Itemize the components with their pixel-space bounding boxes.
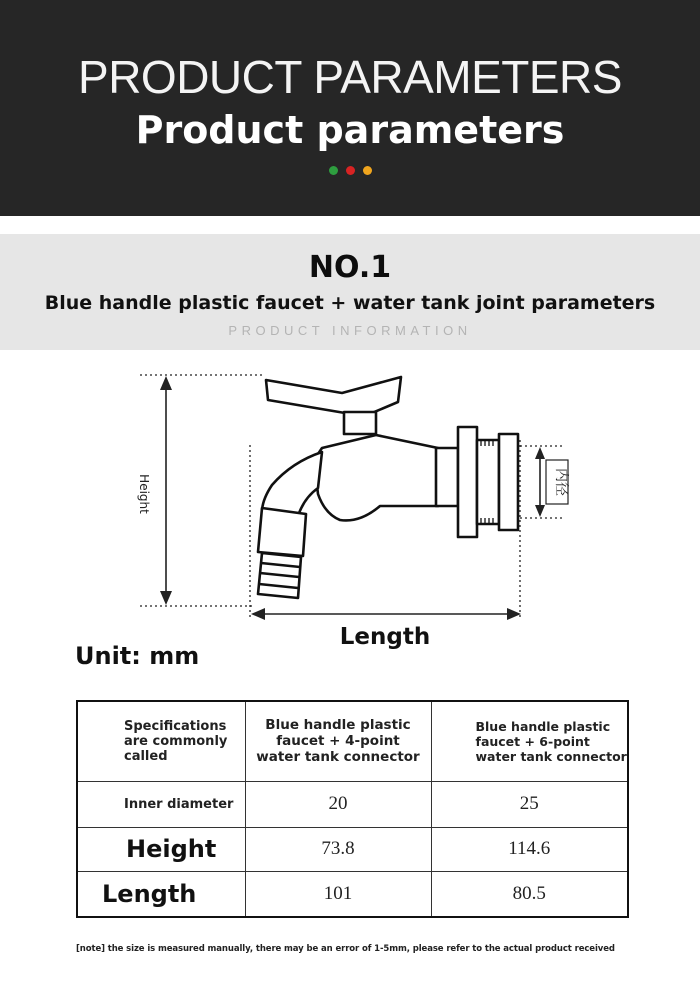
orange-dot-icon xyxy=(363,166,372,175)
cell-value: 25 xyxy=(431,781,628,827)
section-label: PRODUCT INFORMATION xyxy=(228,323,472,338)
footnote: [note] the size is measured manually, there may be an error of 1-5mm, please refer to the actual product received xyxy=(76,944,615,954)
section-number: NO.1 xyxy=(308,250,392,285)
section-title: Blue handle plastic faucet + water tank joint parameters xyxy=(44,292,656,314)
table-row xyxy=(77,827,628,871)
inner-diameter-arrow xyxy=(535,447,545,517)
header-banner xyxy=(0,0,700,216)
header-title-light: PRODUCT PARAMETERS xyxy=(78,51,622,103)
length-label: Length xyxy=(339,624,431,650)
red-dot-icon xyxy=(346,166,355,175)
row-label-height: Height xyxy=(77,827,245,871)
cell-value: 73.8 xyxy=(245,827,431,871)
row-label-inner-diameter: Inner diameter xyxy=(77,781,245,827)
height-arrow xyxy=(160,376,172,605)
inner-diameter-label: 内径 xyxy=(553,468,569,496)
header-title-bold: Product parameters xyxy=(135,108,565,152)
cell-value: 101 xyxy=(245,871,431,917)
table-row xyxy=(77,871,628,917)
table-row xyxy=(77,781,628,827)
cell-value: 114.6 xyxy=(431,827,628,871)
header-cell-spec: Specifications are commonly called xyxy=(77,701,245,781)
unit-label: Unit: mm xyxy=(75,642,200,670)
green-dot-icon xyxy=(329,166,338,175)
row-label-length: Length xyxy=(77,871,245,917)
faucet-outline xyxy=(258,377,518,598)
height-label: Height xyxy=(137,474,151,514)
length-arrow xyxy=(251,608,521,620)
decorative-dots xyxy=(0,166,700,175)
cell-value: 20 xyxy=(245,781,431,827)
header-cell-4-point: Blue handle plastic faucet + 4-point water tank connector xyxy=(245,701,431,781)
faucet-diagram xyxy=(0,350,700,650)
header-cell-6-point: Blue handle plastic faucet + 6-point water tank connector xyxy=(431,701,628,781)
cell-value: 80.5 xyxy=(431,871,628,917)
table-header-row xyxy=(77,701,628,781)
spec-table xyxy=(76,700,629,918)
